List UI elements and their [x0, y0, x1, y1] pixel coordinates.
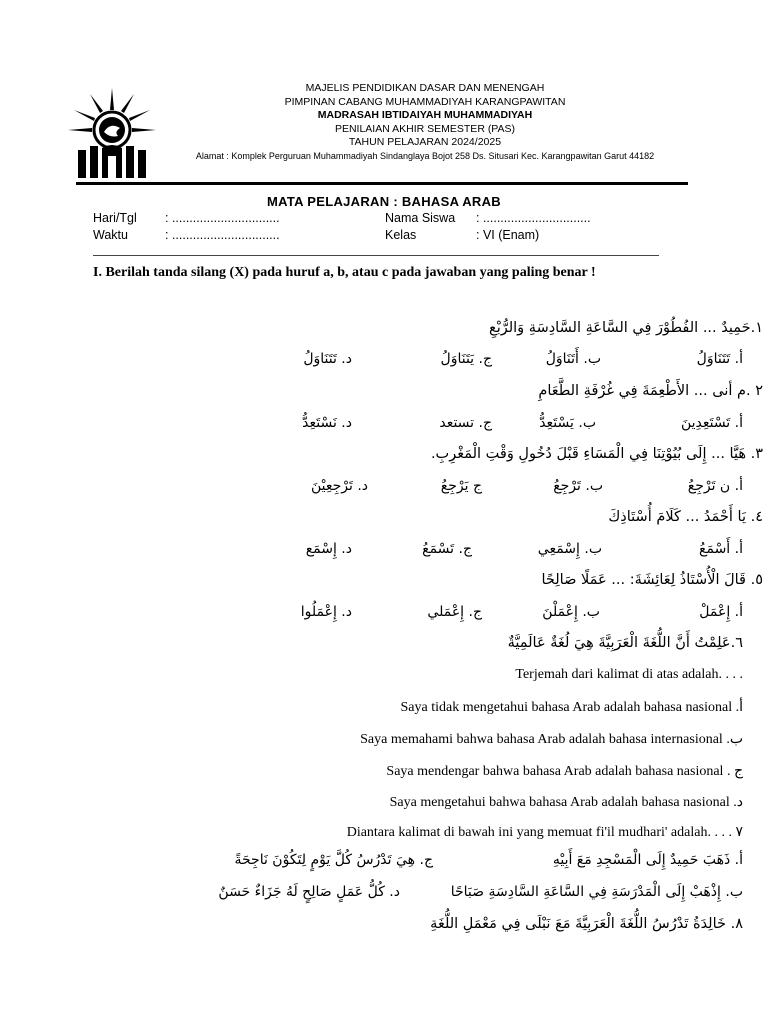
q1-option-b: ب. أَتَنَاوَلُ — [545, 351, 601, 367]
q7-option-b: ب. إِذْهَبْ إِلَى الْمَدْرَسَةِ فِي السَّاعَةِ السَّادِسَةِ صَبَاحًا — [450, 884, 743, 900]
subject-title: MATA PELAJARAN : BAHASA ARAB — [267, 194, 501, 209]
school-address: Alamat : Komplek Perguruan Muhammadiyah Sindanglaya Bojot 258 Ds. Situsari Kec. Karangpawitan Garut 44182 — [195, 150, 655, 161]
header-divider — [76, 182, 688, 185]
class-field: : VI (Enam) — [476, 228, 540, 242]
branch-name: PIMPINAN CABANG MUHAMMADIYAH KARANGPAWITAN — [284, 95, 566, 108]
q3-option-b: ب. تَرْجِعُ — [553, 478, 603, 494]
instruction: I. Berilah tanda silang (X) pada huruf a, b, atau c pada jawaban yang paling benar ! — [93, 265, 596, 280]
question-6: ٦.عَلِمْتُ أَنَّ اللُّغَةَ الْعَرَبِيَّةَ هِيَ لُغَةٌ عَالَمِيَّةٌ — [507, 635, 743, 651]
q6-option-b: Saya memahami bahwa bahasa Arab adalah bahasa internasional .ب — [360, 732, 743, 747]
q4-option-d: د. إِسْمَع — [305, 541, 352, 557]
q2-option-c: ج. تستعد — [439, 415, 492, 431]
q3-option-c: ج يَرْجِعُ — [440, 478, 482, 494]
q6-option-d: Saya mengetahui bahwa bahasa Arab adalah bahasa nasional .د — [389, 795, 743, 810]
q2-option-a: أ. تَسْتَعِدِينَ — [680, 415, 743, 431]
council-name: MAJELIS PENDIDIKAN DASAR DAN MENENGAH — [305, 82, 545, 94]
date-label: Hari/Tgl — [93, 211, 137, 225]
q3-option-a: أ. ن تَرْجِعُ — [687, 478, 743, 494]
date-field: : ............................... — [165, 211, 280, 225]
q1-option-a: أ. تَتَنَاوَلُ — [696, 351, 743, 367]
q3-option-d: د. تَرْجِعِيْنَ — [310, 478, 368, 494]
school-year: TAHUN PELAJARAN 2024/2025 — [348, 136, 502, 149]
question-5: ٥. قَالَ الْأُسْتَاذُ لِعَائِشَةَ: ... عَمَلًا صَالِحًا — [541, 572, 763, 588]
q1-option-d: د. تَتَنَاوَلُ — [303, 351, 352, 367]
time-field: : ............................... — [165, 228, 280, 242]
q5-option-c: ج. إِعْمَلي — [427, 604, 482, 620]
question-4: ٤. يَا أَحْمَدُ ... كَلَامَ أُسْتَاذِكَ — [608, 509, 763, 525]
question-7: Diantara kalimat di bawah ini yang memuat fi'il mudhari' adalah. . . . ٧ — [346, 825, 743, 840]
q5-option-a: أ. إِعْمَلْ — [699, 604, 743, 620]
q2-option-d: د. نَسْتَعِدُّ — [302, 415, 352, 431]
q6-prompt: Terjemah dari kalimat di atas adalah. . . . — [515, 667, 743, 682]
name-label: Nama Siswa — [385, 211, 456, 225]
q7-option-c: ج. هِيَ تَدْرُسُ كُلَّ يَوْمٍ لِتَكُوْنَ نَاجِحَةً — [234, 852, 433, 868]
info-divider — [93, 255, 659, 256]
q6-option-a: Saya tidak mengetahui bahasa Arab adalah bahasa nasional .أ — [400, 700, 743, 715]
q2-option-b: ب. يَسْتَعِدُّ — [539, 415, 596, 431]
question-3: ٣. هَيَّا ... إِلَى بُيُوْتِنَا فِي الْمَسَاءِ قَبْلَ دُخُولِ وَقْتِ الْمَغْرِبِ. — [430, 446, 763, 462]
question-1: ١.حَمِيدٌ ... الفُطُوْرَ فِي السَّاعَةِ السَّادِسَةِ وَالرُّبْعِ — [488, 320, 763, 336]
school-name: MADRASAH IBTIDAIYAH MUHAMMADIYAH — [317, 109, 533, 122]
q5-option-d: د. إِعْمَلُوا — [300, 604, 352, 620]
time-label: Waktu — [93, 228, 128, 242]
q6-option-c: Saya mendengar bahwa bahasa Arab adalah bahasa nasional . ج — [386, 764, 743, 779]
question-8: ٨. خَالِدَةُ تَدْرُسُ اللُّغَةَ الْعَرَبِيَّةَ مَعَ نَبْلَى فِي مَعْمَلِ اللُّغَةِ — [430, 916, 743, 932]
q7-option-a: أ. ذَهَبَ حَمِيدٌ إِلَى الْمَسْجِدِ مَعَ أَبِيْهِ — [552, 852, 743, 868]
q4-option-b: ب. إِسْمَعِي — [537, 541, 602, 557]
q4-option-c: ج. تَسْمَعُ — [422, 541, 472, 557]
q4-option-a: أ. أَسْمَعُ — [699, 541, 743, 557]
letterhead — [175, 82, 675, 163]
class-label: Kelas — [385, 228, 417, 242]
exam-name: PENILAIAN AKHIR SEMESTER (PAS) — [334, 122, 516, 135]
muhammadiyah-logo — [64, 86, 160, 182]
q5-option-b: ب. إِعْمَلْنَ — [542, 604, 600, 620]
q1-option-c: ج. يَتَنَاوَلُ — [440, 351, 492, 367]
name-field: : ............................... — [476, 211, 591, 225]
question-2: ٢ .م أنى ... الأَطْعِمَةَ فِي غُرْفَةِ الطَّعَامِ — [538, 383, 763, 399]
q7-option-d: د. كُلُّ عَمَلٍ صَالِحٍ لَهُ جَزَاءٌ حَسَنٌ — [218, 884, 400, 900]
